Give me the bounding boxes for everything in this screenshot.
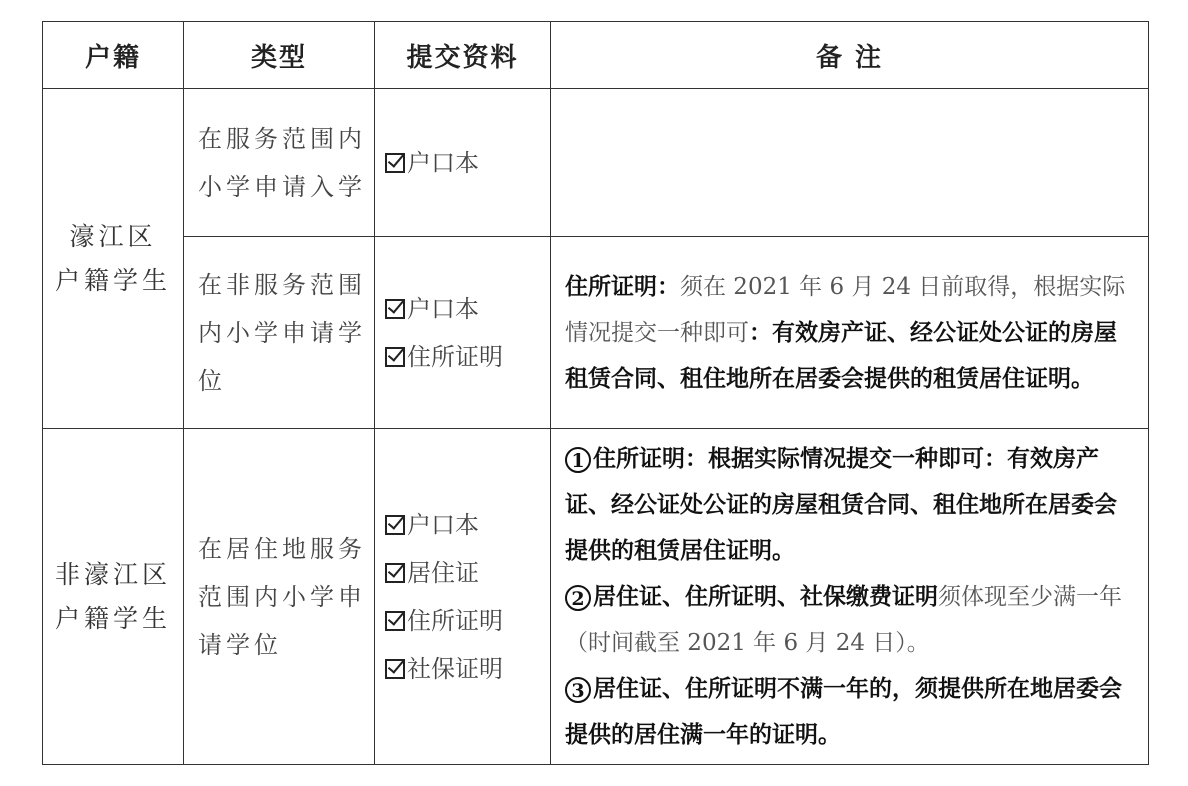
- table-row: [43, 89, 1149, 237]
- document-checklist-item: [385, 333, 550, 381]
- document-label: 居住证: [407, 558, 479, 587]
- note-text: ：有效房产证、经公证处公证的房屋租赁合同、租住地所在居委会提供的租赁居住证明。: [565, 318, 1117, 392]
- checkbox-checked-icon: [385, 347, 405, 367]
- header-documents: 提交资料: [375, 22, 551, 89]
- note-item: [565, 666, 1138, 758]
- document-checklist-item: [385, 501, 550, 549]
- documents-cell: [375, 237, 551, 429]
- hukou-cell: 濠江区 户籍学生: [43, 89, 184, 429]
- document-label: 户口本: [407, 148, 479, 177]
- hukou-cell: 非濠江区 户籍学生: [43, 429, 184, 765]
- note-text: 住所证明：: [565, 272, 680, 300]
- documents-cell: [375, 429, 551, 765]
- document-label: 社保证明: [407, 654, 503, 683]
- document-label: 住所证明: [407, 342, 503, 371]
- note-text: 须体现至少满一年（时间截至 2021 年 6 月 24 日）。: [565, 583, 1122, 656]
- circled-number-badge: 3: [565, 677, 591, 703]
- type-cell: 在居住地服务范围内小学申请学位: [184, 429, 375, 765]
- type-cell: 在服务范围内小学申请入学: [184, 89, 375, 237]
- checkbox-checked-icon: [385, 659, 405, 679]
- document-checklist-item: [385, 597, 550, 645]
- checkbox-checked-icon: [385, 515, 405, 535]
- checkbox-checked-icon: [385, 153, 405, 173]
- note-text: 居住证、住所证明、社保缴费证明: [593, 582, 938, 610]
- note-text: 居住证、住所证明不满一年的，须提供所在地居委会提供的居住满一年的证明。: [565, 674, 1122, 748]
- header-type: 类型: [184, 22, 375, 89]
- document-checklist-item: [385, 285, 550, 333]
- circled-number-badge: 2: [565, 585, 591, 611]
- note-item: [565, 436, 1138, 574]
- document-label: 住所证明: [407, 606, 503, 635]
- header-notes: 备 注: [551, 22, 1149, 89]
- document-label: 户口本: [407, 510, 479, 539]
- table-header-row: [43, 22, 1149, 89]
- notes-cell: [551, 237, 1149, 429]
- table-row: [43, 429, 1149, 765]
- enrollment-requirements-table: [42, 21, 1149, 765]
- documents-cell: [375, 89, 551, 237]
- type-cell: 在非服务范围内小学申请学位: [184, 237, 375, 429]
- note-item: [565, 574, 1138, 666]
- circled-number-badge: 1: [565, 447, 591, 473]
- checkbox-checked-icon: [385, 299, 405, 319]
- document-label: 户口本: [407, 294, 479, 323]
- checkbox-checked-icon: [385, 611, 405, 631]
- notes-cell: [551, 429, 1149, 765]
- document-checklist-item: [385, 645, 550, 693]
- document-checklist-item: [385, 549, 550, 597]
- notes-cell: [551, 89, 1149, 237]
- table-row: [43, 237, 1149, 429]
- note-text: 须在 2021 年 6 月 24 日前取得，根据实际情况提交一种即可: [565, 273, 1126, 346]
- document-checklist-item: [385, 139, 550, 187]
- header-hukou: 户籍: [43, 22, 184, 89]
- checkbox-checked-icon: [385, 563, 405, 583]
- note-text: 住所证明：根据实际情况提交一种即可：有效房产证、经公证处公证的房屋租赁合同、租住地所在居委会提供的租赁居住证明。: [565, 444, 1117, 564]
